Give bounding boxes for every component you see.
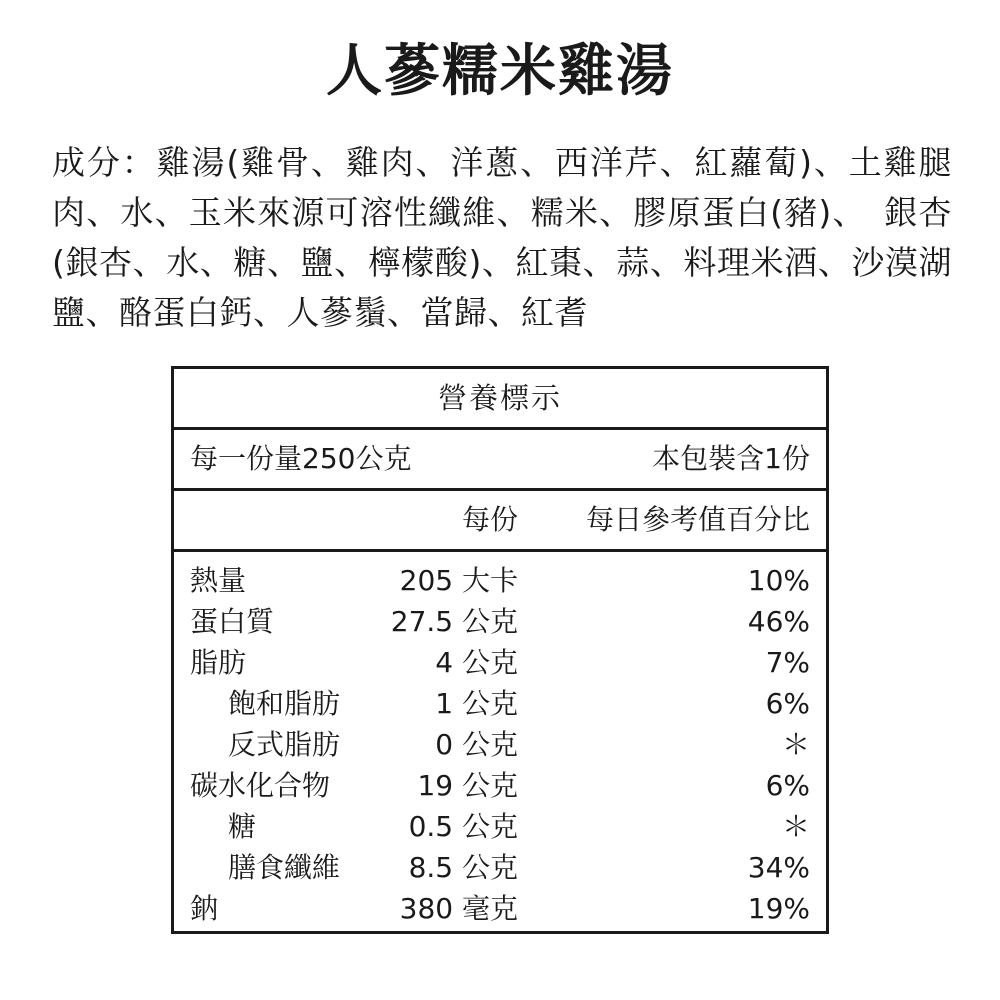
nutrient-amount: 0 公克	[435, 728, 518, 761]
nutrient-daily-value: 6%	[765, 687, 810, 720]
nutrient-row	[174, 806, 826, 847]
nutrient-amount: 380 毫克	[399, 892, 518, 925]
nutrient-name: 熱量	[190, 564, 247, 597]
nutrient-row	[174, 765, 826, 806]
nutrient-daily-value: 7%	[765, 646, 810, 679]
nutrient-daily-value: ＊	[781, 810, 810, 843]
serving-size: 每一份量250公克	[190, 442, 412, 475]
nutrient-amount: 19 公克	[417, 769, 518, 802]
ingredients-label: 成分：	[52, 143, 157, 182]
nutrient-row	[174, 724, 826, 765]
nutrient-name: 糖	[228, 810, 257, 843]
nutrient-name: 脂肪	[190, 646, 247, 679]
nutrient-daily-value: 10%	[747, 564, 810, 597]
nutrient-name: 膳食纖維	[228, 851, 341, 884]
nutrient-amount: 27.5 公克	[390, 605, 518, 638]
nutrition-column-header	[174, 491, 826, 552]
nutrient-name: 鈉	[190, 892, 219, 925]
nutrient-row	[174, 683, 826, 724]
nutrient-name: 反式脂肪	[228, 728, 341, 761]
nutrient-name: 蛋白質	[190, 605, 275, 638]
nutrient-daily-value: 46%	[747, 605, 810, 638]
nutrient-row	[174, 642, 826, 683]
nutrient-daily-value: 34%	[747, 851, 810, 884]
nutrient-row	[174, 560, 826, 601]
nutrient-row	[174, 601, 826, 642]
nutrient-daily-value: 19%	[747, 892, 810, 925]
ingredients-list: 雞湯(雞骨、雞肉、洋蔥、西洋芹、紅蘿蔔)、土雞腿肉、水、玉米來源可溶性纖維、糯米、膠原蛋白(豬)、 銀杏(銀杏、水、糖、鹽、檸檬酸)、紅棗、蒜、料理米酒、沙漠湖鹽、酪蛋白鈣、人蔘鬚、當歸、紅耆	[52, 143, 952, 332]
ingredients-text	[52, 138, 952, 338]
daily-value-header: 每日參考值百分比	[585, 503, 810, 536]
nutrient-row	[174, 888, 826, 929]
nutrient-amount: 8.5 公克	[408, 851, 518, 884]
nutrient-amount: 1 公克	[435, 687, 518, 720]
nutrient-daily-value: ＊	[781, 728, 810, 761]
serving-info-row	[174, 430, 826, 491]
nutrient-amount: 4 公克	[435, 646, 518, 679]
per-serving-header: 每份	[461, 503, 518, 536]
nutrient-name: 飽和脂肪	[228, 687, 341, 720]
servings-per-package: 本包裝含1份	[652, 442, 810, 475]
nutrient-list	[174, 552, 826, 929]
nutrient-amount: 205 大卡	[399, 564, 518, 597]
nutrient-name: 碳水化合物	[190, 769, 331, 802]
nutrition-facts-title: 營養標示	[174, 369, 826, 430]
nutrient-amount: 0.5 公克	[408, 810, 518, 843]
product-title: 人蔘糯米雞湯	[326, 39, 674, 104]
nutrition-facts-panel	[171, 366, 829, 934]
nutrient-row	[174, 847, 826, 888]
nutrient-daily-value: 6%	[765, 769, 810, 802]
